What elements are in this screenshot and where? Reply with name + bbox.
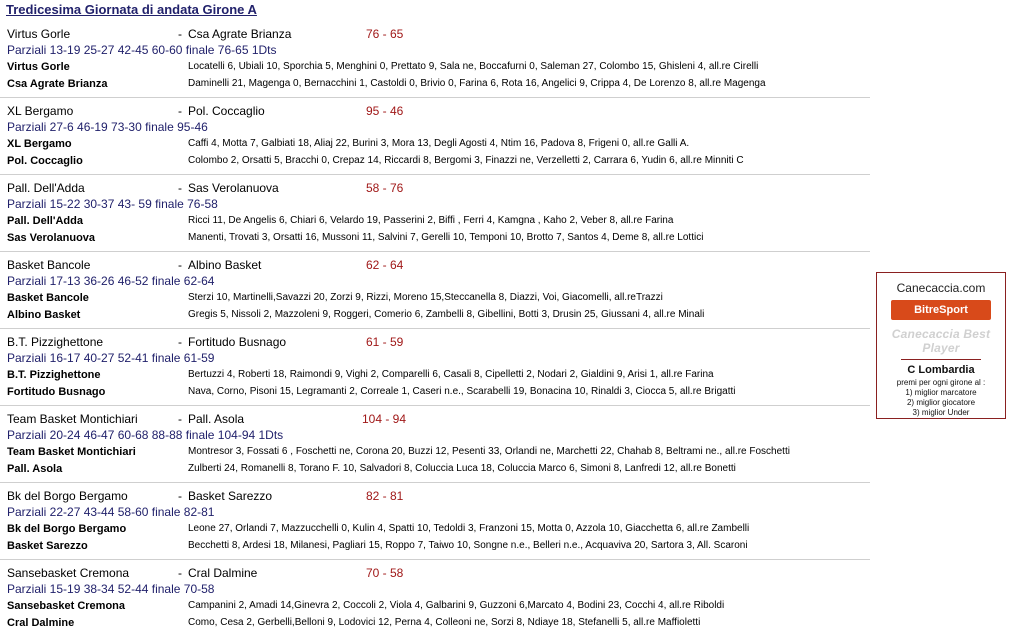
- away-team: Pol. Coccaglio: [188, 104, 265, 118]
- away-roster-team: Basket Sarezzo: [7, 540, 88, 552]
- home-roster: Caffi 4, Motta 7, Galbiati 18, Aliaj 22, Burini 3, Mora 13, Degli Agosti 4, Ntim 16, Padova 8, Frigeni 0, all.re Galli A.: [188, 138, 690, 149]
- home-roster: Campanini 2, Amadi 14,Ginevra 2, Coccoli 2, Viola 4, Galbarini 9, Guzzoni 6,Marcato 4, Bodini 23, Cocchi 4, all.re Riboldi: [188, 600, 725, 611]
- home-team: Virtus Gorle: [7, 27, 71, 41]
- best-player-headline: Canecaccia Best Player: [891, 327, 991, 355]
- divider: [0, 174, 870, 175]
- team-separator: -: [178, 489, 182, 503]
- team-separator: -: [178, 181, 182, 195]
- game-block: [0, 20, 870, 97]
- divider: [0, 97, 870, 98]
- partials: Parziali 27-6 46-19 73-30 finale 95-46: [7, 120, 208, 134]
- home-roster-team: B.T. Pizzighettone: [7, 369, 101, 381]
- final-score: 58 - 76: [366, 181, 404, 195]
- divider: [901, 359, 981, 360]
- league-name: C Lombardia: [907, 364, 975, 376]
- home-roster: Leone 27, Orlandi 7, Mazzucchelli 0, Kulin 4, Spatti 10, Tedoldi 3, Franzoni 15, Motta 0, Azzola 10, Giacchetta 6, all.re Zambelli: [188, 523, 750, 534]
- home-roster: Sterzi 10, Martinelli,Savazzi 20, Zorzi 9, Rizzi, Moreno 15,Steccanella 8, Diazzi, Voi, Giacomelli, all.reTrazzi: [188, 292, 663, 303]
- divider: [0, 482, 870, 483]
- divider: [0, 328, 870, 329]
- home-roster: Ricci 11, De Angelis 6, Chiari 6, Velardo 19, Passerini 2, Biffi , Ferri 4, Kamgna , Kaho 2, Veber 8, all.re Farina: [188, 215, 674, 226]
- partials: Parziali 16-17 40-27 52-41 finale 61-59: [7, 351, 215, 365]
- away-roster: Zulberti 24, Romanelli 8, Torano F. 10, Salvadori 8, Coluccia Luca 18, Coluccia Marco 6, Simoni 8, Lanfredi 12, all.re Bonetti: [188, 463, 736, 474]
- away-roster-team: Albino Basket: [7, 309, 81, 321]
- game-block: [0, 405, 870, 482]
- final-score: 82 - 81: [366, 489, 404, 503]
- game-block: [0, 328, 870, 405]
- home-roster-team: Pall. Dell'Adda: [7, 215, 83, 227]
- home-team: B.T. Pizzighettone: [7, 335, 104, 349]
- divider: [0, 559, 870, 560]
- home-roster-team: Team Basket Montichiari: [7, 446, 136, 458]
- away-roster: Gregis 5, Nissoli 2, Mazzoleni 9, Roggeri, Comerio 6, Zambelli 8, Gibellini, Botti 3, Drusin 25, Giussani 4, all.re Minali: [188, 309, 705, 320]
- home-team: Bk del Borgo Bergamo: [7, 489, 128, 503]
- divider: [0, 405, 870, 406]
- away-team: Albino Basket: [188, 258, 262, 272]
- away-team: Fortitudo Busnago: [188, 335, 287, 349]
- final-score: 76 - 65: [366, 27, 404, 41]
- away-roster-team: Pol. Coccaglio: [7, 155, 83, 167]
- divider: [0, 251, 870, 252]
- away-roster: Daminelli 21, Magenga 0, Bernacchini 1, Castoldi 0, Brivio 0, Farina 6, Rota 16, Angelici 9, Crippa 4, De Lorenzo 8, all.re Magenga: [188, 78, 766, 89]
- away-team: Pall. Asola: [188, 412, 245, 426]
- team-separator: -: [178, 566, 182, 580]
- games-list: [0, 20, 870, 636]
- team-separator: -: [178, 335, 182, 349]
- home-team: Team Basket Montichiari: [7, 412, 138, 426]
- partials: Parziali 15-19 38-34 52-44 finale 70-58: [7, 582, 215, 596]
- game-block: [0, 251, 870, 328]
- final-score: 95 - 46: [366, 104, 404, 118]
- game-block: [0, 559, 870, 636]
- team-separator: -: [178, 258, 182, 272]
- home-team: Sansebasket Cremona: [7, 566, 130, 580]
- away-roster: Manenti, Trovati 3, Orsatti 16, Mussoni 11, Salvini 7, Gerelli 10, Temponi 10, Brotto 7, Santos 4, Deme 8, all.re Lottici: [188, 232, 704, 243]
- prize-item: 3) miglior Under: [912, 408, 970, 417]
- away-team: Sas Verolanuova: [188, 181, 279, 195]
- final-score: 70 - 58: [366, 566, 404, 580]
- away-team: Basket Sarezzo: [188, 489, 273, 503]
- away-roster: Colombo 2, Orsatti 5, Bracchi 0, Crepaz 14, Riccardi 8, Bergomi 3, Finazzi ne, Verzelletti 2, Carrara 6, Yudin 6, all.re Minniti C: [188, 155, 744, 166]
- page-title: Tredicesima Giornata di andata Girone A: [6, 2, 257, 17]
- home-roster: Locatelli 6, Ubiali 10, Sporchia 5, Menghini 0, Prettato 9, Sala ne, Boccafurni 0, Saleman 27, Colombo 15, Ghisleni 4, all.re Cirelli: [188, 61, 759, 72]
- away-roster-team: Cral Dalmine: [7, 617, 75, 629]
- final-score: 62 - 64: [366, 258, 404, 272]
- home-roster-team: Bk del Borgo Bergamo: [7, 523, 127, 535]
- sponsor-banner[interactable]: [876, 272, 1006, 419]
- home-roster: Montresor 3, Fossati 6 , Foschetti ne, Corona 20, Buzzi 12, Pesenti 33, Orlandi ne, Marchetti 22, Chahab 8, Beltrami ne., all.re Foschetti: [188, 446, 790, 457]
- away-team: Cral Dalmine: [188, 566, 258, 580]
- partials: Parziali 20-24 46-47 60-68 88-88 finale 104-94 1Dts: [7, 428, 284, 442]
- away-roster-team: Fortitudo Busnago: [7, 386, 106, 398]
- final-score: 61 - 59: [366, 335, 404, 349]
- home-roster-team: XL Bergamo: [7, 138, 72, 150]
- prizes-intro: premi per ogni girone al :: [896, 378, 986, 387]
- home-team: Basket Bancole: [7, 258, 91, 272]
- away-team: Csa Agrate Brianza: [188, 27, 292, 41]
- game-block: [0, 97, 870, 174]
- away-roster: Como, Cesa 2, Gerbelli,Belloni 9, Lodovici 12, Perna 4, Colleoni ne, Sorzi 8, Ndiaye 18, Stefanelli 5, all.re Maffioletti: [188, 617, 701, 628]
- home-roster-team: Sansebasket Cremona: [7, 600, 125, 612]
- game-block: [0, 482, 870, 559]
- prize-item: 1) miglior marcatore: [905, 388, 977, 397]
- partials: Parziali 15-22 30-37 43- 59 finale 76-58: [7, 197, 218, 211]
- partials: Parziali 17-13 36-26 46-52 finale 62-64: [7, 274, 215, 288]
- sponsor-site: Canecaccia.com: [896, 281, 986, 295]
- home-roster-team: Virtus Gorle: [7, 61, 70, 73]
- game-block: [0, 174, 870, 251]
- away-roster-team: Pall. Asola: [7, 463, 63, 475]
- away-roster: Becchetti 8, Ardesi 18, Milanesi, Pagliari 15, Roppo 7, Taiwo 10, Songne n.e., Belleri n.e., Acquaviva 20, Sartora 3, All. Scaroni: [188, 540, 748, 551]
- away-roster: Nava, Corno, Pisoni 15, Legramanti 2, Correale 1, Caseri n.e., Scarabelli 19, Bonacina 10, Rinaldi 3, Ciocca 5, all.re Brigatti: [188, 386, 736, 397]
- sponsor-brand-logo: BitreSport: [891, 300, 991, 320]
- prize-item: 2) miglior giocatore: [906, 398, 976, 407]
- final-score: 104 - 94: [362, 412, 407, 426]
- home-roster-team: Basket Bancole: [7, 292, 89, 304]
- away-roster-team: Sas Verolanuova: [7, 232, 96, 244]
- home-team: XL Bergamo: [7, 104, 74, 118]
- team-separator: -: [178, 412, 182, 426]
- partials: Parziali 13-19 25-27 42-45 60-60 finale 76-65 1Dts: [7, 43, 277, 57]
- home-team: Pall. Dell'Adda: [7, 181, 85, 195]
- away-roster-team: Csa Agrate Brianza: [7, 78, 108, 90]
- team-separator: -: [178, 104, 182, 118]
- home-roster: Bertuzzi 4, Roberti 18, Raimondi 9, Vighi 2, Comparelli 6, Casali 8, Cipelletti 2, Nodari 2, Gialdini 9, Arisi 1, all.re Farina: [188, 369, 714, 380]
- team-separator: -: [178, 27, 182, 41]
- partials: Parziali 22-27 43-44 58-60 finale 82-81: [7, 505, 215, 519]
